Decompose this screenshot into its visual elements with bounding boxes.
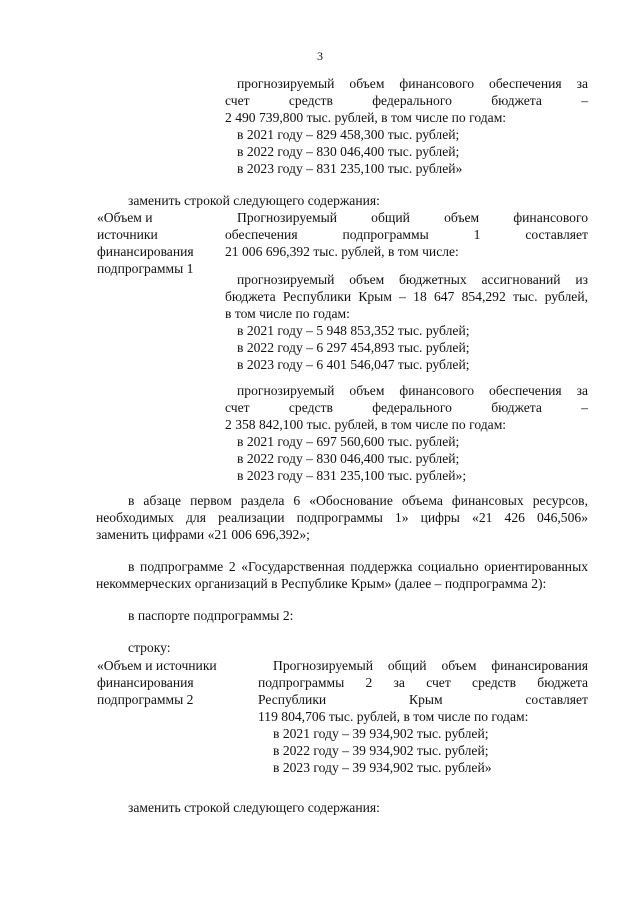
year-line: в 2023 году – 831 235,100 тыс. рублей» [237,161,463,176]
paragraph-line: счет средств федерального бюджета – [225,400,588,415]
instruction-text: в паспорте подпрограммы 2: [128,608,294,623]
page-number: 3 [317,49,323,63]
paragraph-line: заменить цифрами «21 006 696,392»; [96,527,310,542]
paragraph-line: 119 804,706 тыс. рублей, в том числе по годам: [258,709,529,724]
paragraph-line: 2 358 842,100 тыс. рублей, в том числе по годам: [225,417,507,432]
paragraph-line: прогнозируемый объем финансового обеспечения за [237,76,588,91]
row-label-line: подпрограммы 2 [97,692,194,707]
year-line: в 2022 году – 39 934,902 тыс. рублей; [273,743,489,758]
row-label-line: «Объем и источники [97,658,217,673]
paragraph-line: подпрограммы 2 за счет средств бюджета [258,675,588,690]
instruction-text: заменить строкой следующего содержания: [128,193,380,208]
row-label-line: источники [97,227,158,242]
year-line: в 2021 году – 697 560,600 тыс. рублей; [237,434,460,449]
paragraph-line: 21 006 696,392 тыс. рублей, в том числе: [225,244,459,259]
year-line: в 2022 году – 6 297 454,893 тыс. рублей; [237,340,470,355]
instruction-text: строку: [128,640,171,655]
paragraph-line: Прогнозируемый общий объем финансового [237,210,588,225]
row-label-line: финансирования [97,244,194,259]
instruction-text: заменить строкой следующего содержания: [128,800,380,815]
paragraph-line: прогнозируемый объем финансового обеспечения за [237,383,588,398]
year-line: в 2022 году – 830 046,400 тыс. рублей; [237,144,460,159]
paragraph-line: в абзаце первом раздела 6 «Обоснование объема финансовых ресурсов, [128,493,588,508]
paragraph-line: в том числе по годам: [225,306,350,321]
paragraph-line: прогнозируемый объем бюджетных ассигнований из [237,272,588,287]
year-line: в 2021 году – 5 948 853,352 тыс. рублей; [237,323,470,338]
paragraph-line: обеспечения подпрограммы 1 составляет [225,227,588,242]
paragraph-line: счет средств федерального бюджета – [225,93,588,108]
paragraph-line: Прогнозируемый общий объем финансирования [273,658,588,673]
year-line: в 2023 году – 831 235,100 тыс. рублей»; [237,468,467,483]
row-label-line: подпрограммы 1 [97,261,194,276]
paragraph-line: необходимых для реализации подпрограммы 1» цифры «21 426 046,506» [96,510,588,525]
row-label-line: «Объем и [97,210,153,225]
year-line: в 2023 году – 6 401 546,047 тыс. рублей; [237,357,470,372]
paragraph-line: некоммерческих организаций в Республике Крым» (далее – подпрограмма 2): [96,576,547,591]
year-line: в 2021 году – 829 458,300 тыс. рублей; [237,127,460,142]
year-line: в 2023 году – 39 934,902 тыс. рублей» [273,760,492,775]
paragraph-line: бюджета Республики Крым – 18 647 854,292 тыс. рублей, [225,289,588,304]
paragraph-line: в подпрограмме 2 «Государственная поддержка социально ориентированных [128,559,588,574]
year-line: в 2021 году – 39 934,902 тыс. рублей; [273,726,489,741]
row-label-line: финансирования [97,675,194,690]
paragraph-line: Республики Крым составляет [258,692,588,707]
year-line: в 2022 году – 830 046,400 тыс. рублей; [237,451,460,466]
paragraph-line: 2 490 739,800 тыс. рублей, в том числе по годам: [225,110,507,125]
